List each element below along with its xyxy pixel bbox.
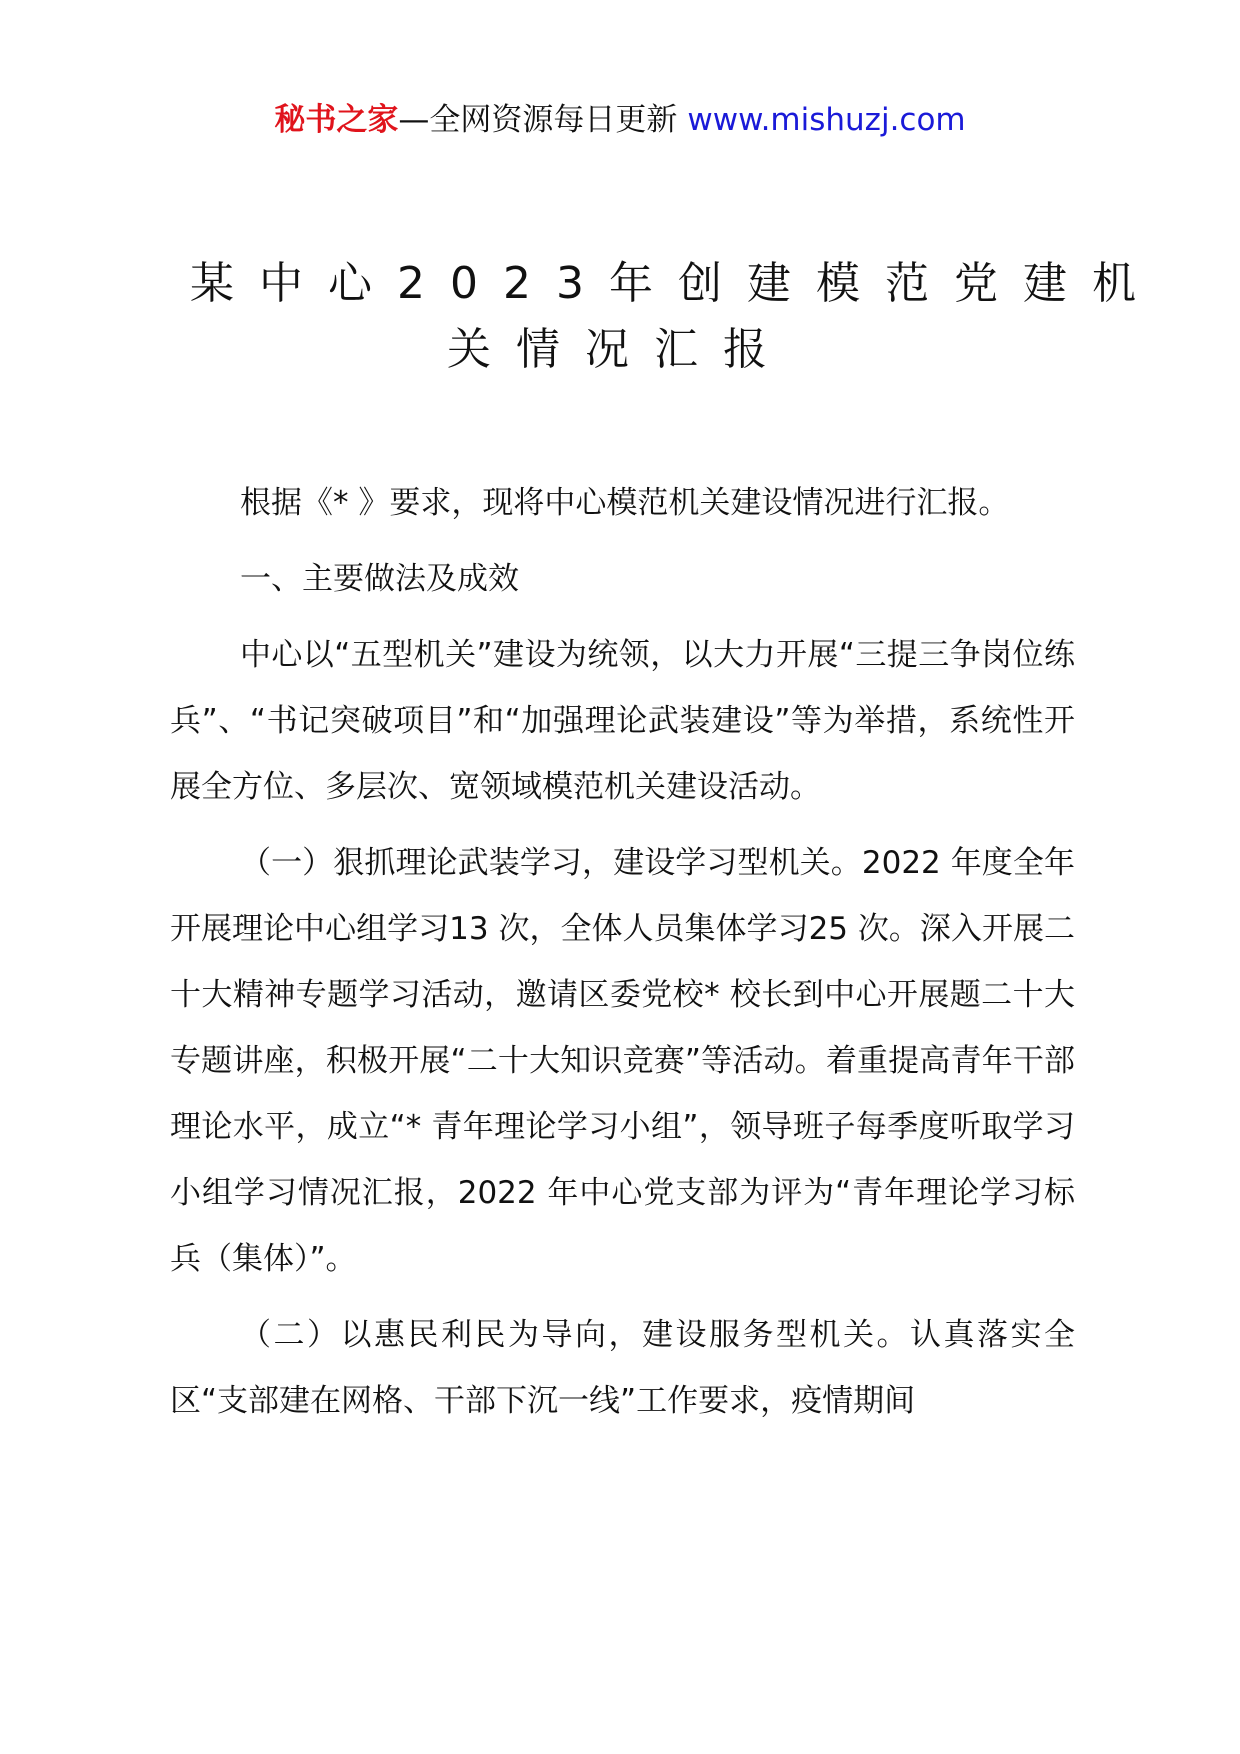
site-url-link[interactable]: www.mishuzj.com <box>687 102 966 138</box>
body-paragraph: （一）狠抓理论武装学习，建设学习型机关。2022 年度全年开展理论中心组学习13 次，全体人员集体学习25 次。深入开展二十大精神专题学习活动，邀请区委党校* 校长到中心开展题二十大专题讲座，积极开展“二十大知识竞赛”等活动。着重提高青年干部理论水平，成立“* 青年理论学习小组”，领导班子每季度听取学习小组学习情况汇报，2022 年中心党支部为评为“青年理论学习标兵（集体）”。 <box>170 845 1075 1277</box>
body-paragraph: （二）以惠民利民为导向，建设服务型机关。认真落实全区“支部建在网格、干部下沉一线”工作要求，疫情期间 <box>170 1317 1075 1419</box>
header-dash: — <box>398 102 430 138</box>
document-title-line-1: 某中心2023年创建模范党建机 <box>190 258 1161 309</box>
section-heading: 一、主要做法及成效 <box>240 561 519 597</box>
intro-paragraph: 根据《* 》要求，现将中心模范机关建设情况进行汇报。 <box>240 485 1010 521</box>
header-tagline: 全网资源每日更新 <box>429 102 678 138</box>
document-body <box>170 470 1075 1444</box>
body-paragraph: 中心以“五型机关”建设为统领，以大力开展“三提三争岗位练兵”、“书记突破项目”和“加强理论武装建设”等为举措，系统性开展全方位、多层次、宽领域模范机关建设活动。 <box>170 637 1075 805</box>
site-header <box>0 100 1240 140</box>
document-title-line-2: 关情况汇报 <box>447 324 792 375</box>
site-brand: 秘书之家 <box>274 102 399 138</box>
